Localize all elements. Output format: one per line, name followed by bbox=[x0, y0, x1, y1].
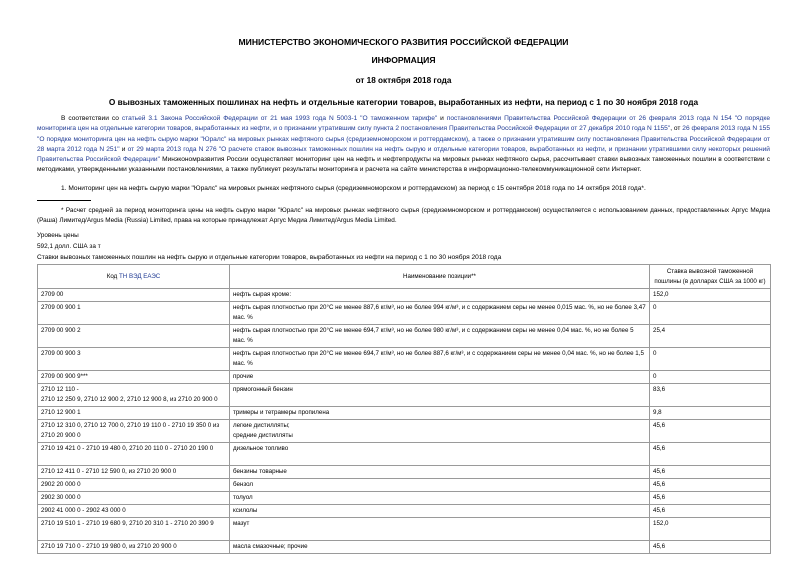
name-cell: дизельное топливо bbox=[230, 443, 650, 466]
name-cell: бензол bbox=[230, 479, 650, 492]
table-row bbox=[38, 420, 771, 443]
name-column-header: Наименование позиции** bbox=[230, 265, 650, 289]
decree-155-link[interactable]: 26 февраля 2013 года N 155 "О порядке мониторинга цен на нефть сырую марки "Юралс" на мировых рынках нефтяного сырья (средиземноморском и роттердамском), а также о признании утратившим силу постановления Правительства Российской Федерации от 28 марта 2012 года N 251" bbox=[37, 125, 770, 153]
name-cell: ксилолы bbox=[230, 505, 650, 518]
name-cell: толуол bbox=[230, 492, 650, 505]
table-row bbox=[38, 492, 771, 505]
decree-154-link[interactable]: постановлениями Правительства Российской Федерации от 26 февраля 2013 года N 154 "О порядке мониторинга цен на отдельные категории товаров, выработанных из нефти, и о признании утратившим силу пункта 2 постановления Правительства Российской Федерации от 27 декабря 2010 года N 1155" bbox=[37, 115, 770, 133]
rates-table-title: Ставки вывозных таможенных пошлин на нефть сырую и отдельные категории товаров, выработанных из нефти на период с 1 по 30 ноября 2018 года bbox=[37, 254, 502, 261]
rate-cell: 45,6 bbox=[650, 541, 771, 554]
code-cell: 2902 20 000 0 bbox=[38, 479, 230, 492]
doc-date: от 18 октября 2018 года bbox=[355, 76, 452, 85]
table-row bbox=[38, 289, 771, 302]
name-cell: тримеры и тетрамеры пропилена bbox=[230, 407, 650, 420]
rate-cell: 45,6 bbox=[650, 420, 771, 443]
code-cell: 2710 12 310 0, 2710 12 700 0, 2710 19 110 0 - 2710 19 350 0 из 2710 20 900 0 bbox=[38, 420, 230, 443]
table-row bbox=[38, 505, 771, 518]
intro-paragraph bbox=[37, 114, 770, 176]
doc-type-heading: ИНФОРМАЦИЯ bbox=[371, 55, 436, 65]
rate-column-header: Ставка вывозной таможенной пошлины (в долларах США за 1000 кг) bbox=[650, 265, 771, 289]
rate-cell: 45,6 bbox=[650, 479, 771, 492]
law-link[interactable]: статьей 3.1 Закона Российской Федерации от 21 мая 1993 года N 5003-1 "О таможенном тарифе" bbox=[121, 115, 438, 122]
code-cell: 2710 19 710 0 - 2710 19 980 0, из 2710 20 900 0 bbox=[38, 541, 230, 554]
decree-276-link[interactable]: от 29 марта 2013 года N 276 "О расчете ставок вывозных таможенных пошлин на нефть сырую и отдельные категории товаров, выработанных из нефти, и признании утратившими силу некоторых решений Правительства Российской Федерации" bbox=[37, 145, 770, 164]
rate-cell: 9,8 bbox=[650, 407, 771, 420]
rate-cell: 45,6 bbox=[650, 492, 771, 505]
rate-cell: 152,0 bbox=[650, 289, 771, 302]
rate-cell: 0 bbox=[650, 302, 771, 325]
name-cell: масла смазочные; прочие bbox=[230, 541, 650, 554]
table-row bbox=[38, 541, 771, 554]
code-column-header bbox=[38, 265, 230, 289]
name-cell: нефть сырая плотностью при 20°С не менее 694,7 кг/м³, но не более 887,6 кг/м³, и с содержанием серы не менее 0,04 мас. %, но не более 1,5 мас. % bbox=[230, 348, 650, 371]
name-cell: нефть сырая плотностью при 20°С не менее 694,7 кг/м³, но не более 980 кг/м³, и с содержанием серы не менее 0,04 мас. %, но не более 5 мас. % bbox=[230, 325, 650, 348]
rate-cell: 45,6 bbox=[650, 505, 771, 518]
monitoring-paragraph: 1. Мониторинг цен на нефть сырую марки "Юралс" на мировых рынках нефтяного сырья (средиземноморском и роттердамском) за период с 15 сентября 2018 года по 14 октября 2018 года*. bbox=[61, 185, 646, 192]
name-cell: мазут bbox=[230, 518, 650, 541]
rate-cell: 45,6 bbox=[650, 466, 771, 479]
tnved-link[interactable]: ТН ВЭД ЕАЭС bbox=[118, 272, 161, 280]
name-cell: нефть сырая кроме: bbox=[230, 289, 650, 302]
name-cell: нефть сырая плотностью при 20°С не менее 887,6 кг/м³, но не более 994 кг/м³, и с содержанием серы не менее 0,015 мас. %, но не более 3,47 мас. % bbox=[230, 302, 650, 325]
code-cell: 2710 12 900 1 bbox=[38, 407, 230, 420]
name-cell: легкие дистилляты; средние дистилляты bbox=[230, 420, 650, 443]
table-row bbox=[38, 384, 771, 407]
rate-cell: 83,6 bbox=[650, 384, 771, 407]
code-cell: 2709 00 900 3 bbox=[38, 348, 230, 371]
footnote-divider bbox=[37, 200, 91, 201]
doc-title: О вывозных таможенных пошлинах на нефть и отдельные категории товаров, выработанных из нефти, на период с 1 по 30 ноября 2018 года bbox=[108, 97, 699, 107]
rates-table-body bbox=[38, 289, 771, 554]
rate-cell: 45,6 bbox=[650, 443, 771, 466]
code-cell: 2710 12 411 0 - 2710 12 590 0, из 2710 20 900 0 bbox=[38, 466, 230, 479]
table-row bbox=[38, 348, 771, 371]
rates-table bbox=[37, 264, 771, 554]
code-cell: 2902 41 000 0 - 2902 43 000 0 bbox=[38, 505, 230, 518]
table-row bbox=[38, 518, 771, 541]
ministry-heading: МИНИСТЕРСТВО ЭКОНОМИЧЕСКОГО РАЗВИТИЯ РОССИЙСКОЙ ФЕДЕРАЦИИ bbox=[238, 37, 569, 47]
table-row bbox=[38, 466, 771, 479]
table-row bbox=[38, 443, 771, 466]
name-cell: прочие bbox=[230, 371, 650, 384]
table-row bbox=[38, 407, 771, 420]
rate-cell: 0 bbox=[650, 371, 771, 384]
rate-cell: 0 bbox=[650, 348, 771, 371]
table-row bbox=[38, 325, 771, 348]
code-cell: 2710 19 510 1 - 2710 19 680 9, 2710 20 310 1 - 2710 20 390 9 bbox=[38, 518, 230, 541]
rate-cell: 25,4 bbox=[650, 325, 771, 348]
table-header-row bbox=[38, 265, 771, 289]
name-cell: бензины товарные bbox=[230, 466, 650, 479]
code-cell: 2902 30 000 0 bbox=[38, 492, 230, 505]
code-cell: 2709 00 bbox=[38, 289, 230, 302]
footnote-text: * Расчет средней за период мониторинга цены на нефть сырую марки "Юралс" на мировых рынках нефтяного сырья (средиземноморском и роттердамском) осуществляется с использованием данных, предоставленных Аргус Медиа (Раша) Лимитед/Argus Media (Russia) Limited, права на которые принадлежат Аргус Медиа Лимитед/Argus Media Limited. bbox=[37, 207, 770, 224]
table-row bbox=[38, 479, 771, 492]
intro-text-3: , от bbox=[670, 125, 683, 133]
intro-text-1: В соответствии со bbox=[61, 115, 122, 122]
code-cell: 2709 00 900 9*** bbox=[38, 371, 230, 384]
code-cell: 2710 12 110 - 2710 12 250 9, 2710 12 900 2, 2710 12 900 8, из 2710 20 900 0 bbox=[38, 384, 230, 407]
rate-cell: 152,0 bbox=[650, 518, 771, 541]
price-level-label: Уровень цены bbox=[37, 232, 79, 239]
intro-text-5: Минэкономразвития России осуществляет мониторинг цен на нефть и нефтепродукты на мировых рынках нефтяного сырья, рассчитывает ставки вывозных таможенных пошлин в соответствии с методиками, утвержденными указанными постановлениями, а также публикует результаты мониторинга и расчета на сайте министерства в информационно-телекоммуникационной сети Интернет. bbox=[37, 156, 771, 174]
intro-text-2: и bbox=[437, 115, 447, 122]
code-cell: 2710 19 421 0 - 2710 19 480 0, 2710 20 110 0 - 2710 20 190 0 bbox=[38, 443, 230, 466]
intro-text-4: и bbox=[119, 145, 128, 153]
table-row bbox=[38, 371, 771, 384]
name-cell: прямогонный бензин bbox=[230, 384, 650, 407]
code-cell: 2709 00 900 2 bbox=[38, 325, 230, 348]
code-cell: 2709 00 900 1 bbox=[38, 302, 230, 325]
price-level-value: 592,1 долл. США за т bbox=[37, 243, 101, 250]
table-row bbox=[38, 302, 771, 325]
code-header-prefix: Код bbox=[106, 272, 119, 280]
